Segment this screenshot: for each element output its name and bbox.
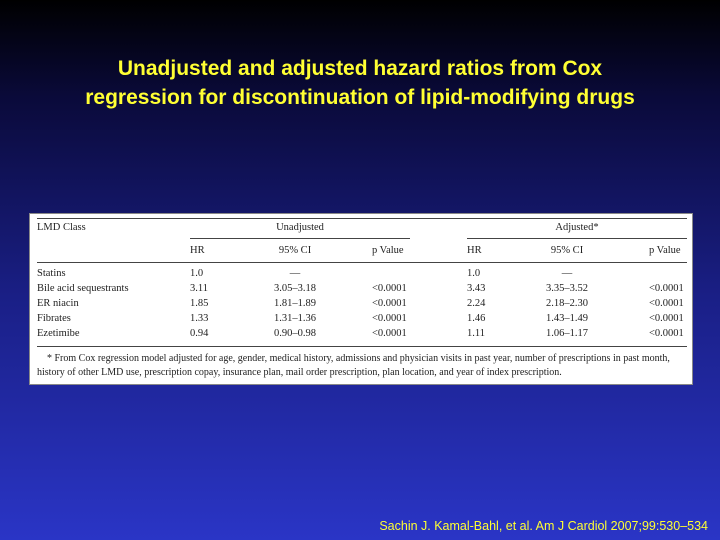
row-adjusted-p: <0.0001: [649, 283, 684, 294]
subheader-adjusted-p: p Value: [649, 245, 681, 256]
row-adjusted-ci: 2.18–2.30: [546, 298, 588, 309]
subheader-unadjusted-p: p Value: [372, 245, 404, 256]
header-bottom-rule: [37, 262, 687, 263]
row-unadjusted-hr: 0.94: [190, 328, 209, 339]
subheader-adjusted-ci: 95% CI: [550, 245, 584, 256]
row-unadjusted-hr: 1.0: [190, 268, 204, 279]
row-unadjusted-ci: —: [289, 268, 301, 279]
row-unadjusted-p: <0.0001: [372, 328, 407, 339]
row-adjusted-ci: 1.06–1.17: [546, 328, 588, 339]
row-class: Fibrates: [37, 313, 71, 324]
unadjusted-group-rule: [190, 238, 410, 239]
header-unadjusted: Unadjusted: [276, 222, 324, 233]
row-class: Statins: [37, 268, 66, 279]
hazard-ratio-table: [29, 213, 693, 385]
row-adjusted-p: <0.0001: [649, 328, 684, 339]
title-line-1: Unadjusted and adjusted hazard ratios from Cox: [117, 57, 603, 80]
table-bottom-rule: [37, 346, 687, 347]
slide-title: [0, 54, 720, 112]
adjusted-group-rule: [467, 238, 687, 239]
row-adjusted-hr: 1.0: [467, 268, 481, 279]
row-adjusted-ci: 1.43–1.49: [546, 313, 588, 324]
row-unadjusted-hr: 1.85: [190, 298, 209, 309]
row-adjusted-hr: 2.24: [467, 298, 486, 309]
subheader-unadjusted-ci: 95% CI: [278, 245, 312, 256]
footnote-line-2: history of other LMD use, prescription copay, insurance plan, mail order prescription, plan location, and year of index prescription.: [37, 367, 562, 378]
row-unadjusted-hr: 1.33: [190, 313, 209, 324]
row-adjusted-p: <0.0001: [649, 313, 684, 324]
row-adjusted-hr: 3.43: [467, 283, 486, 294]
header-adjusted: Adjusted*: [555, 222, 599, 233]
row-class: Ezetimibe: [37, 328, 80, 339]
header-lmd-class: LMD Class: [37, 222, 86, 233]
row-unadjusted-ci: 3.05–3.18: [274, 283, 316, 294]
title-line-2: regression for discontinuation of lipid-modifying drugs: [85, 86, 635, 109]
row-class: Bile acid sequestrants: [37, 283, 129, 294]
table-footnote: [37, 352, 687, 380]
row-unadjusted-hr: 3.11: [190, 283, 208, 294]
row-adjusted-hr: 1.11: [467, 328, 485, 339]
subheader-adjusted-hr: HR: [467, 245, 482, 256]
citation: Sachin J. Kamal-Bahl, et al. Am J Cardiol 2007;99:530–534: [379, 519, 708, 533]
row-adjusted-hr: 1.46: [467, 313, 486, 324]
row-unadjusted-p: <0.0001: [372, 298, 407, 309]
row-adjusted-ci: —: [561, 268, 573, 279]
row-unadjusted-p: <0.0001: [372, 283, 407, 294]
row-unadjusted-ci: 1.81–1.89: [274, 298, 316, 309]
table-top-rule: [37, 218, 687, 219]
row-unadjusted-p: <0.0001: [372, 313, 407, 324]
row-unadjusted-ci: 1.31–1.36: [274, 313, 316, 324]
row-adjusted-p: <0.0001: [649, 298, 684, 309]
footnote-line-1: * From Cox regression model adjusted for age, gender, medical history, admissions and physician visits in past year, number of prescriptions in past month,: [47, 353, 670, 364]
row-adjusted-ci: 3.35–3.52: [546, 283, 588, 294]
row-class: ER niacin: [37, 298, 79, 309]
subheader-unadjusted-hr: HR: [190, 245, 205, 256]
row-unadjusted-ci: 0.90–0.98: [274, 328, 316, 339]
